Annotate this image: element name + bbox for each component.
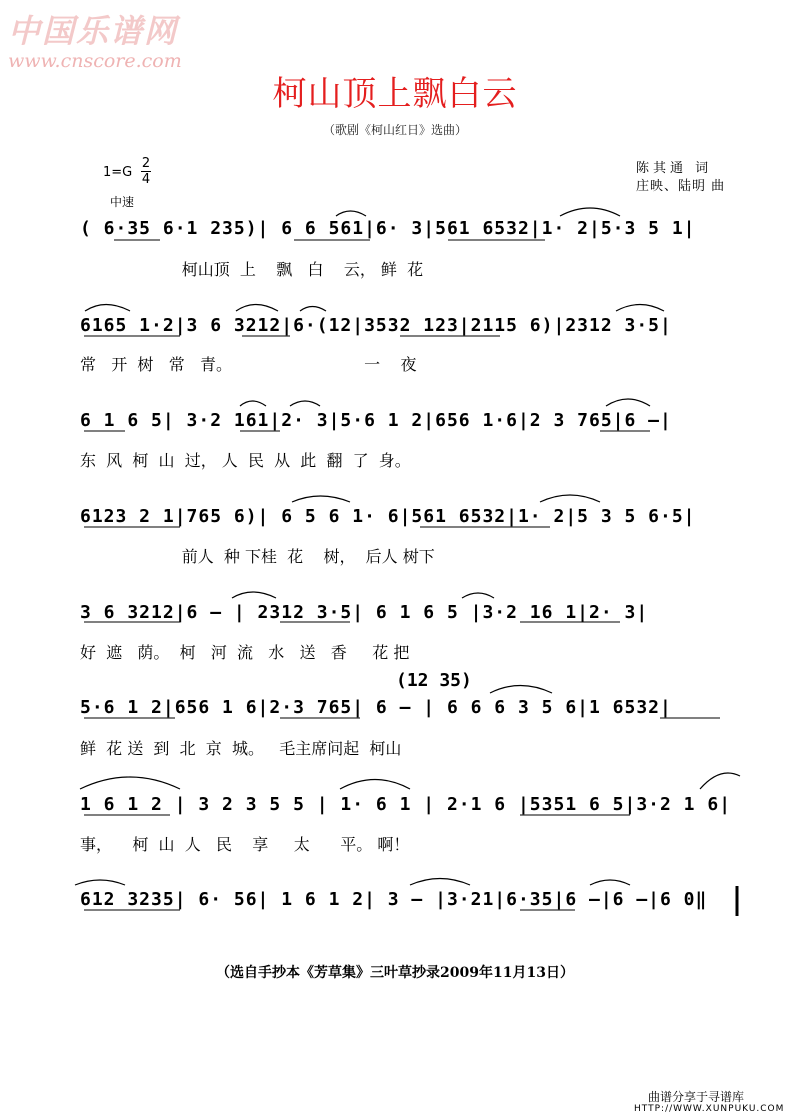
- score-row-5-lyrics: 好 遮 荫。 柯 河 流 水 送 香 花 把: [80, 643, 410, 662]
- footer-url[interactable]: HTTP://WWW.XUNPUKU.COM: [634, 1104, 785, 1114]
- song-subtitle: （歌剧《柯山红日》选曲）: [322, 123, 467, 137]
- time-signature-bottom: 4: [141, 172, 151, 187]
- score-row-5-notes: 3 6 3212|6 – | 2312 3·5| 6 1 6 5 |3·2 16 1|2· 3|: [80, 602, 649, 623]
- watermark-url: www.cnscore.com: [8, 50, 182, 72]
- score-row-3-notes: 6 1 6 5| 3·2 161|2· 3|5·6 1 2|656 1·6|2 3 765|6 –|: [80, 410, 672, 431]
- score-row-1-notes: ( 6·35 6·1 235)| 6 6 561|6· 3|561 6532|1· 2|5·3 5 1|: [80, 218, 696, 239]
- tempo-marking: 中速: [110, 195, 135, 209]
- score-row-1-lyrics: 柯山顶 上 飘 白 云， 鲜 花: [80, 260, 424, 279]
- score-row-2-notes: 6165 1·2|3 6 3212|6·(12|3532 123|2115 6)|2312 3·5|: [80, 315, 672, 336]
- footer-share-text: 曲谱分享于寻谱库: [648, 1090, 745, 1104]
- score-row-6-lyrics: 鲜 花 送 到 北 京 城。 毛主席问起 柯山: [80, 739, 402, 758]
- lyricist-credit: 陈其通 词: [636, 161, 713, 176]
- song-title: 柯山顶上飘白云: [272, 74, 518, 114]
- score-row-2-lyrics: 常 开 树 常 青。 一 夜: [80, 355, 417, 374]
- composer-credit: 庄映、陆明 曲: [636, 179, 726, 194]
- score-row-6-notes: 5·6 1 2|656 1 6|2·3 765| 6 – | 6 6 6 3 5 6|1 6532|: [80, 697, 672, 718]
- key-signature: 1=G: [103, 165, 133, 180]
- score-row-7-notes: 1 6 1 2 | 3 2 3 5 5 | 1· 6 1 | 2·1 6 |5351 6 5|3·2 1 6|: [80, 794, 732, 815]
- extra-phrase: (12 35): [396, 670, 472, 691]
- score-row-4-notes: 6123 2 1|765 6)| 6 5 6 1· 6|561 6532|1· 2|5 3 5 6·5|: [80, 506, 696, 527]
- score-row-8-notes: 612 3235| 6· 56| 1 6 1 2| 3 – |3·21|6·35|6 –|6 –|6 0‖: [80, 889, 708, 910]
- score-row-7-lyrics: 事， 柯 山 人 民 享 太 平。 啊！: [80, 835, 410, 854]
- score-row-4-lyrics: 前人 种 下桂 花 树， 后人 树下: [80, 547, 435, 566]
- source-note: （选自手抄本《芳草集》三叶草抄录2009年11月13日）: [216, 965, 574, 981]
- score-row-3-lyrics: 东 风 柯 山 过， 人 民 从 此 翻 了 身。: [80, 451, 411, 470]
- watermark-logo: 中国乐谱网: [8, 12, 179, 50]
- time-signature-top: 2: [141, 156, 151, 171]
